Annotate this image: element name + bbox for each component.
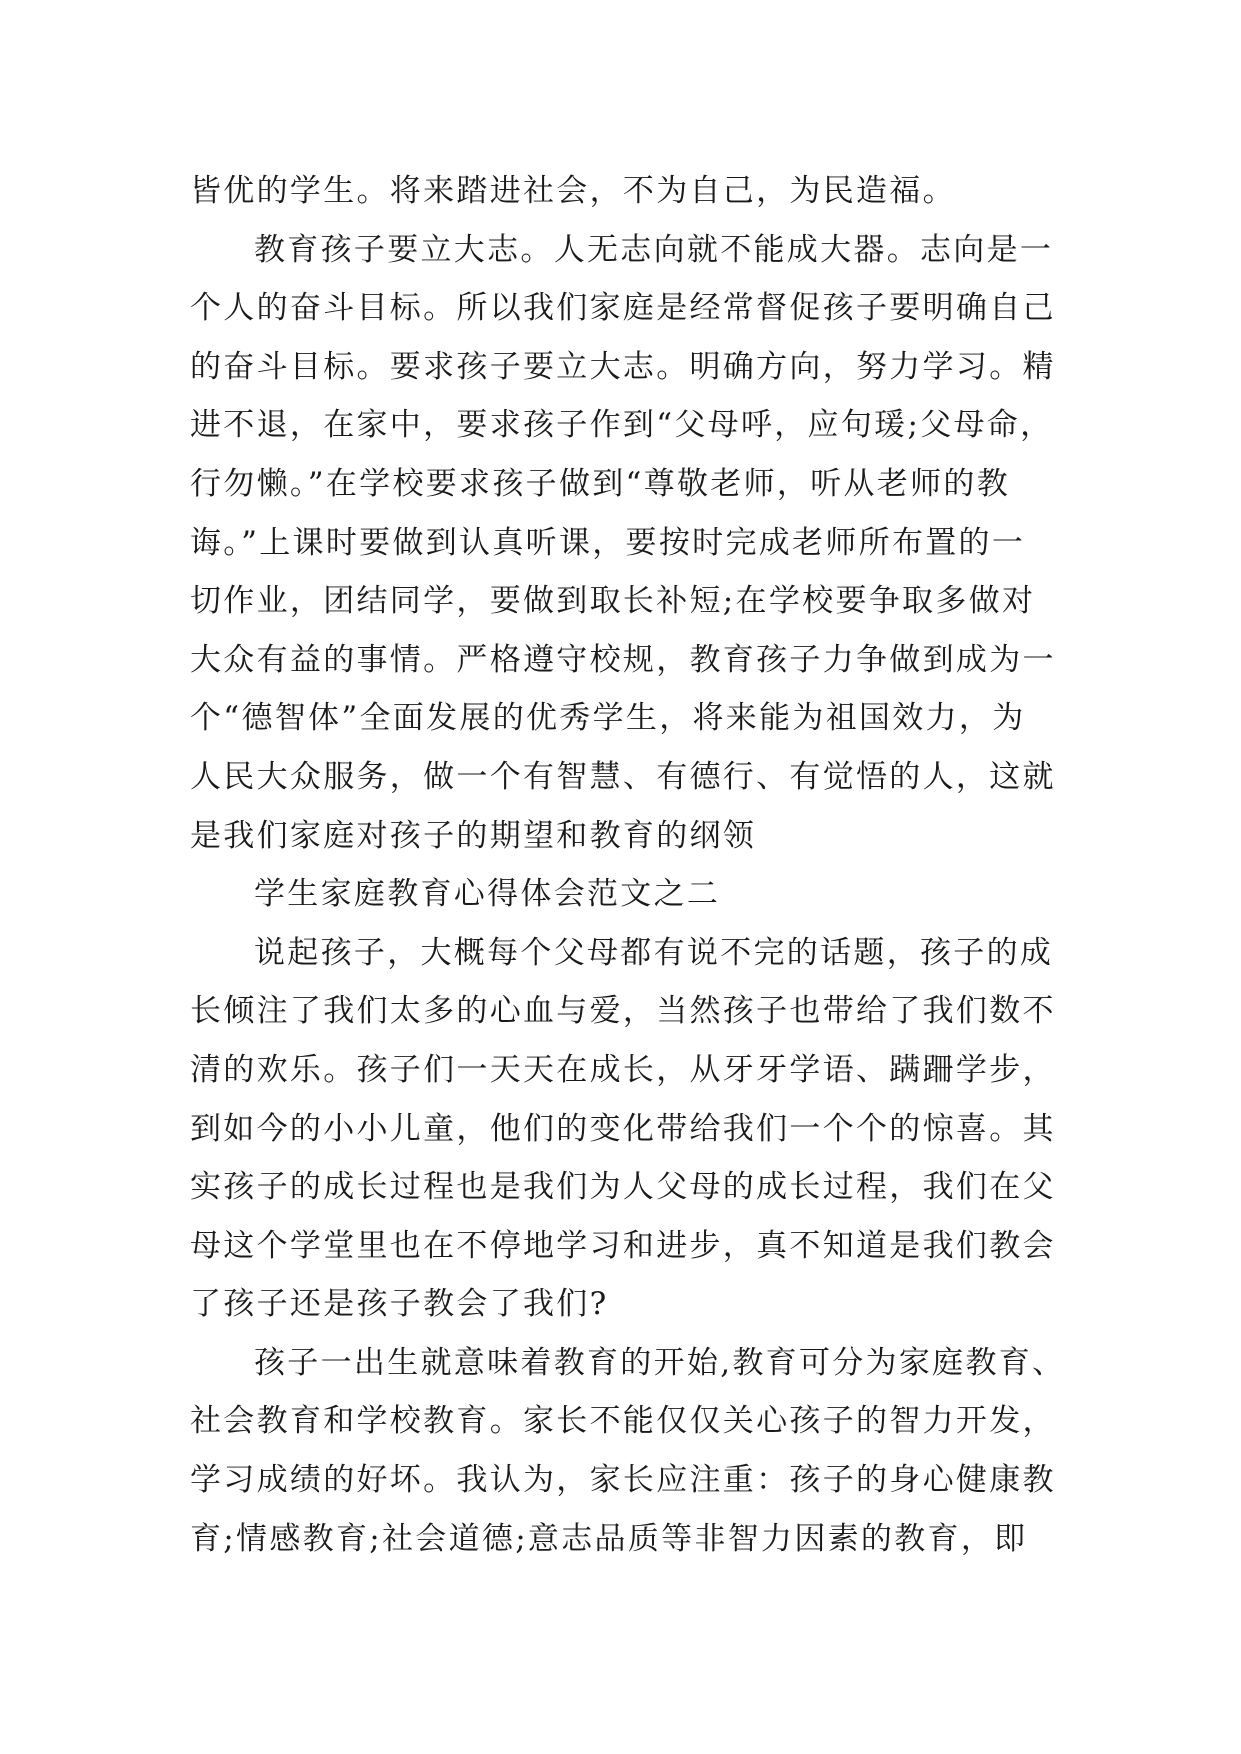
text-line: 育;情感教育;社会道德;意志品质等非智力因素的教育，即 [190,1520,1028,1557]
text-line: 社会教育和学校教育。家长不能仅仅关心孩子的智力开发， [190,1403,1056,1440]
section-heading: 学生家庭教育心得体会范文之二 [254,876,721,913]
text-line: 教育孩子要立大志。人无志向就不能成大器。志向是一 [254,231,1054,268]
text-line: 实孩子的成长过程也是我们为人父母的成长过程，我们在父 [190,1169,1056,1206]
text-line: 到如今的小小儿童，他们的变化带给我们一个个的惊喜。其 [190,1110,1056,1147]
text-line: 的奋斗目标。要求孩子要立大志。明确方向，努力学习。精 [190,348,1056,385]
text-line: 皆优的学生。将来踏进社会，不为自己，为民造福。 [190,173,956,209]
text-line: 个“德智体”全面发展的优秀学生，将来能为祖国效力，为 [190,700,1026,737]
text-line: 了孩子还是孩子教会了我们? [190,1286,609,1323]
text-line: 切作业，团结同学，要做到取长补短;在学校要争取多做对 [190,583,1036,620]
text-line: 孩子一出生就意味着教育的开始,教育可分为家庭教育、 [254,1344,1066,1381]
text-line: 大众有益的事情。严格遵守校规，教育孩子力争做到成为一 [190,641,1056,678]
text-line: 进不退，在家中，要求孩子作到“父母呼，应句瑗;父母命， [190,407,1054,444]
text-line: 诲。”上课时要做到认真听课，要按时完成老师所布置的一 [190,524,1026,561]
text-line: 人民大众服务，做一个有智慧、有德行、有觉悟的人，这就 [190,758,1056,795]
text-line: 母这个学堂里也在不停地学习和进步，真不知道是我们教会 [190,1227,1056,1264]
text-line: 长倾注了我们太多的心血与爱，当然孩子也带给了我们数不 [190,993,1056,1030]
document-body [190,162,1066,1568]
text-line: 个人的奋斗目标。所以我们家庭是经常督促孩子要明确自己 [190,290,1056,327]
text-line: 是我们家庭对孩子的期望和教育的纲领 [190,817,757,854]
text-line: 学习成绩的好坏。我认为，家长应注重：孩子的身心健康教 [190,1462,1056,1499]
text-line: 说起孩子，大概每个父母都有说不完的话题，孩子的成 [254,934,1054,971]
text-line: 清的欢乐。孩子们一天天在成长，从牙牙学语、蹒跚学步， [190,1051,1056,1088]
text-line: 行勿懒。”在学校要求孩子做到“尊敬老师，听从老师的教 [190,465,1010,502]
